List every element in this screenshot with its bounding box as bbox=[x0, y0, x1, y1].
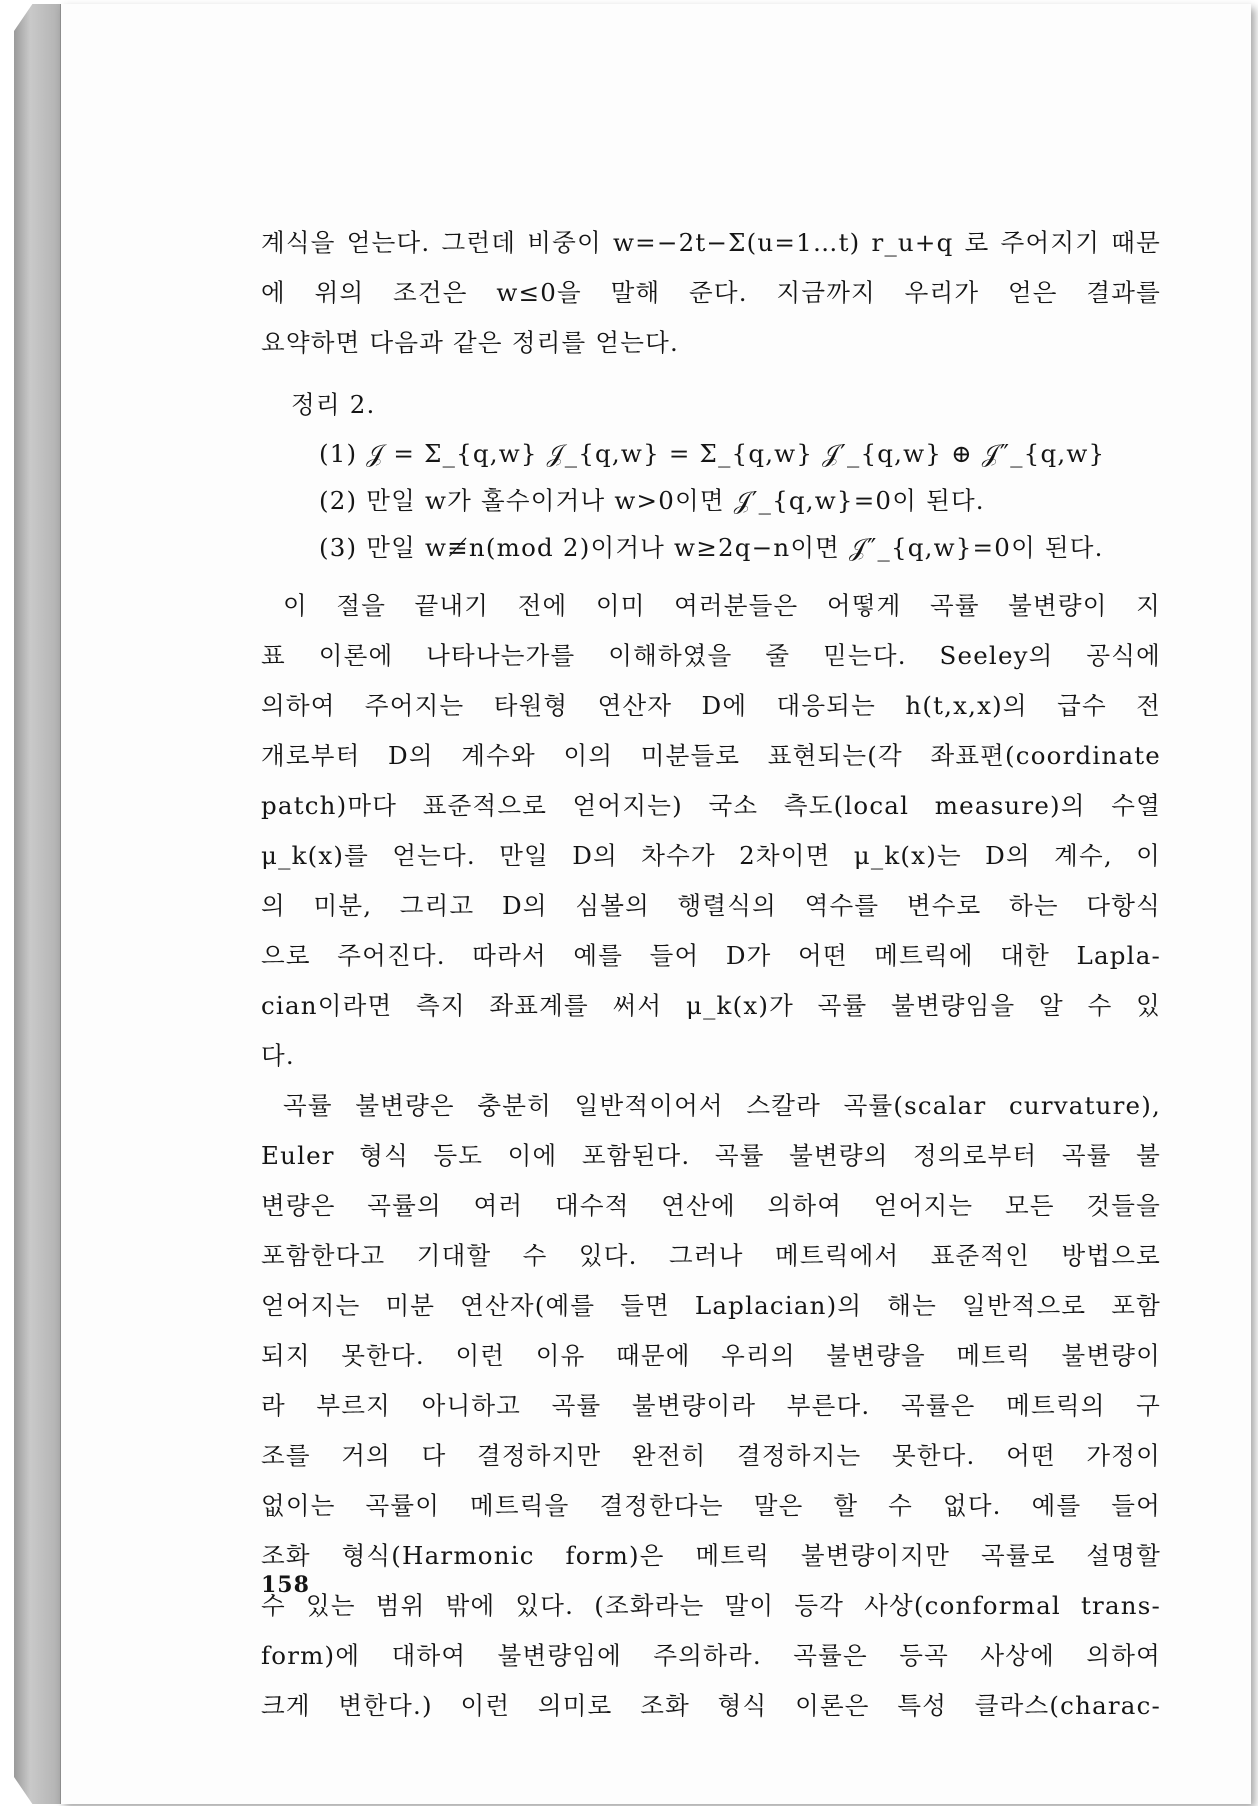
text-line: 개로부터 D의 계수와 이의 미분들로 표현되는(각 좌표편(coordinate bbox=[261, 741, 1161, 770]
text-line: cian이라면 측지 좌표계를 써서 μ_k(x)가 곡률 불변량임을 알 수 있 bbox=[261, 991, 1161, 1020]
text-line: form)에 대하여 불변량임에 주의하라. 곡률은 등곡 사상에 의하여 bbox=[261, 1641, 1161, 1670]
book-spine bbox=[14, 4, 60, 1804]
text-line: 수 있는 범위 밖에 있다. (조화라는 말이 등각 사상(conformal trans- bbox=[261, 1591, 1161, 1620]
text-line: 이 절을 끝내기 전에 이미 여러분들은 어떻게 곡률 불변량이 지 bbox=[283, 591, 1161, 620]
book-page bbox=[60, 4, 1251, 1804]
text-line: 계식을 얻는다. 그런데 비중이 w=−2t−Σ(u=1…t) r_u+q 로 주어지기 때문 bbox=[261, 228, 1161, 257]
text-line: 되지 못한다. 이런 이유 때문에 우리의 불변량을 메트릭 불변량이 bbox=[261, 1341, 1161, 1370]
theorem-item: (3) 만일 w≢n(mod 2)이거나 w≥2q−n이면 𝒥″_{q,w}=0이 된다. bbox=[319, 533, 1104, 562]
text-line: 크게 변한다.) 이런 의미로 조화 형식 이론은 특성 클라스(charac- bbox=[261, 1691, 1161, 1720]
page-text bbox=[261, 218, 1161, 1731]
text-line: 포함한다고 기대할 수 있다. 그러나 메트릭에서 표준적인 방법으로 bbox=[261, 1241, 1161, 1270]
text-line: 변량은 곡률의 여러 대수적 연산에 의하여 얻어지는 모든 것들을 bbox=[261, 1191, 1161, 1220]
text-line: 곡률 불변량은 충분히 일반적이어서 스칼라 곡률(scalar curvature), bbox=[283, 1091, 1161, 1120]
text-line: 라 부르지 아니하고 곡률 불변량이라 부른다. 곡률은 메트릭의 구 bbox=[261, 1391, 1161, 1420]
text-line: 으로 주어진다. 따라서 예를 들어 D가 어떤 메트릭에 대한 Lapla- bbox=[261, 941, 1161, 970]
text-line: 의 미분, 그리고 D의 심볼의 행렬식의 역수를 변수로 하는 다항식 bbox=[261, 891, 1161, 920]
text-line: patch)마다 표준적으로 얻어지는) 국소 측도(local measure)의 수열 bbox=[261, 791, 1161, 820]
text-line: 표 이론에 나타나는가를 이해하였을 줄 믿는다. Seeley의 공식에 bbox=[261, 641, 1161, 670]
text-line: 조화 형식(Harmonic form)은 메트릭 불변량이지만 곡률로 설명할 bbox=[261, 1541, 1161, 1570]
text-line: 얻어지는 미분 연산자(예를 들면 Laplacian)의 해는 일반적으로 포함 bbox=[261, 1291, 1161, 1320]
text-line: Euler 형식 등도 이에 포함된다. 곡률 불변량의 정의로부터 곡률 불 bbox=[261, 1141, 1161, 1170]
theorem-title: 정리 2. bbox=[291, 390, 376, 419]
text-line: 에 위의 조건은 w≤0을 말해 준다. 지금까지 우리가 얻은 결과를 bbox=[261, 278, 1161, 307]
page-number: 158 bbox=[261, 1572, 310, 1598]
text-line: 요약하면 다음과 같은 정리를 얻는다. bbox=[261, 328, 679, 357]
book bbox=[14, 4, 1258, 1804]
text-line: 의하여 주어지는 타원형 연산자 D에 대응되는 h(t,x,x)의 급수 전 bbox=[261, 691, 1161, 720]
text-line: 다. bbox=[261, 1041, 295, 1070]
text-line: 조를 거의 다 결정하지만 완전히 결정하지는 못한다. 어떤 가정이 bbox=[261, 1441, 1161, 1470]
text-line: 없이는 곡률이 메트릭을 결정한다는 말은 할 수 없다. 예를 들어 bbox=[261, 1491, 1161, 1520]
theorem-item: (2) 만일 w가 홀수이거나 w>0이면 𝒥′_{q,w}=0이 된다. bbox=[319, 486, 985, 515]
text-line: μ_k(x)를 얻는다. 만일 D의 차수가 2차이면 μ_k(x)는 D의 계수, 이 bbox=[261, 841, 1161, 870]
theorem-item: (1) 𝒥 = Σ_{q,w} 𝒥_{q,w} = Σ_{q,w} 𝒥′_{q,w} ⊕ 𝒥″_{q,w} bbox=[319, 439, 1106, 468]
